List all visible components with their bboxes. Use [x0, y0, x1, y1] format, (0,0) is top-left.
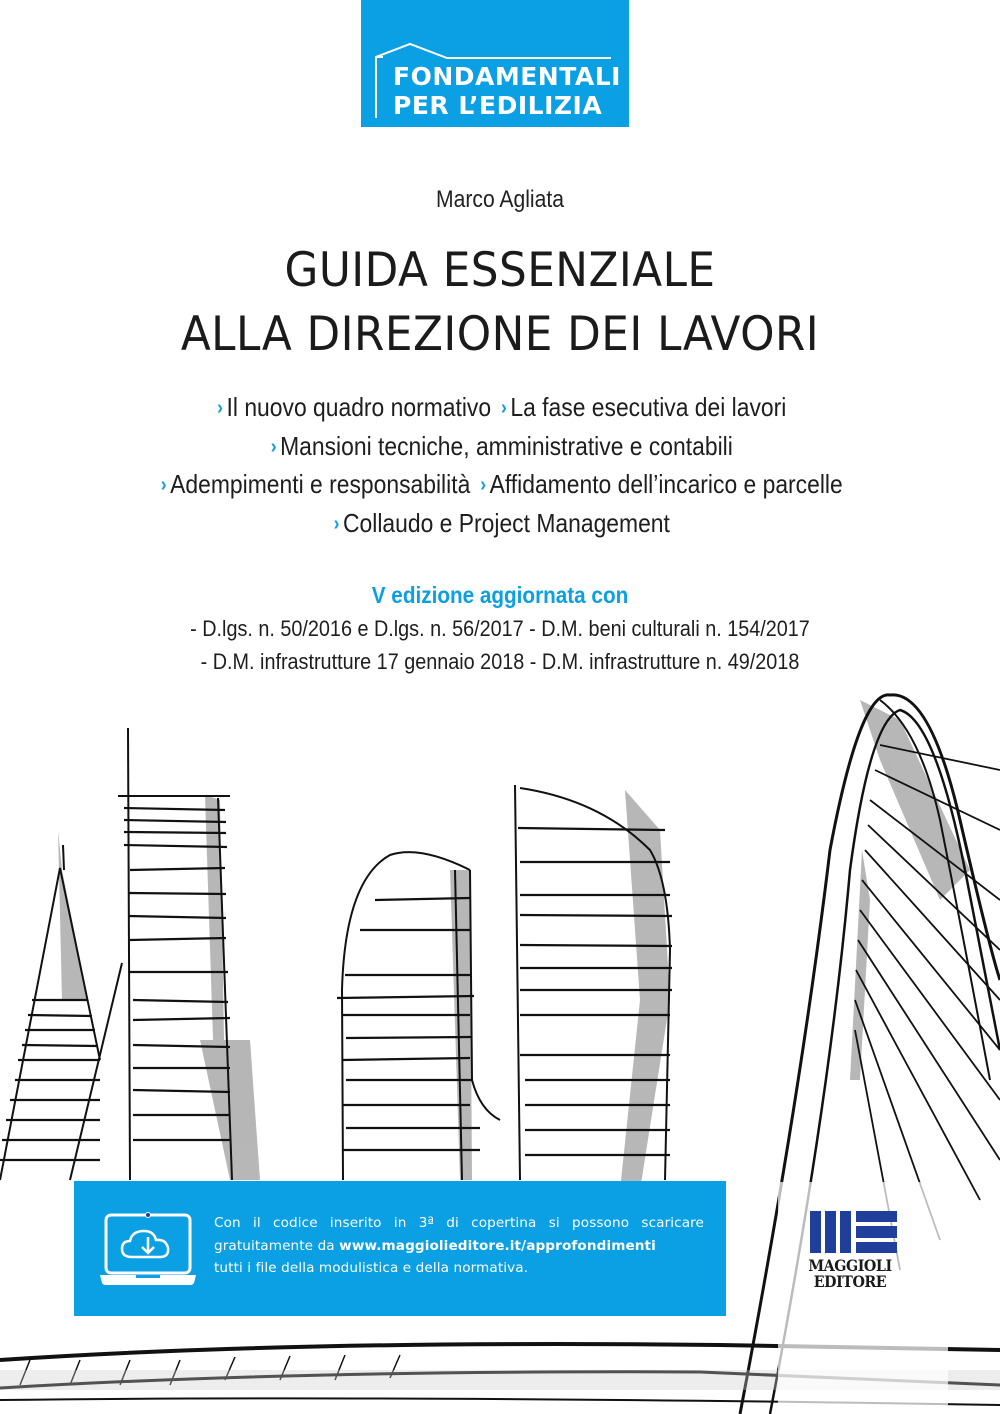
- download-url-link[interactable]: www.maggiolieditore.it/approfondimenti: [339, 1237, 656, 1254]
- book-title-line2: ALLA DIREZIONE DEI LAVORI: [180, 307, 820, 362]
- chevron-right-icon: ›: [500, 397, 507, 419]
- topic-line: [60, 388, 940, 427]
- series-title-line2: PER L’EDILIZIA: [393, 91, 603, 120]
- topics-list: [0, 388, 1000, 542]
- topic-line: [60, 465, 940, 504]
- download-info-text: [214, 1212, 704, 1280]
- publisher-name-line2: EDITORE: [813, 1272, 887, 1291]
- laptop-cloud-download-icon: [98, 1211, 198, 1286]
- download-info-line1: Con il codice inserito in 3ª di copertina si possono scaricare: [214, 1215, 704, 1231]
- topic-item: La fase esecutiva dei lavori: [510, 392, 787, 422]
- topic-item: Affidamento dell’incarico e parcelle: [489, 469, 843, 499]
- edition-heading: V edizione aggiornata con: [371, 582, 629, 608]
- chevron-right-icon: ›: [270, 435, 277, 458]
- topic-line: [60, 504, 940, 543]
- topic-item: Adempimenti e responsabilità: [170, 469, 471, 499]
- law-line: - D.lgs. n. 50/2016 e D.lgs. n. 56/2017 - D.M. beni culturali n. 154/2017: [190, 616, 810, 641]
- chevron-right-icon: ›: [160, 474, 167, 496]
- download-info-line2: gratuitamente da: [214, 1237, 340, 1254]
- topic-item: Collaudo e Project Management: [343, 507, 670, 538]
- publisher-name: [807, 1258, 893, 1290]
- chevron-right-icon: ›: [217, 397, 224, 419]
- book-title-line1: GUIDA ESSENZIALE: [284, 243, 716, 298]
- maggioli-logo-icon: [810, 1211, 897, 1253]
- series-title-line1: FONDAMENTALI: [393, 62, 621, 91]
- chevron-right-icon: ›: [480, 474, 487, 496]
- topic-line: [60, 427, 940, 466]
- topic-item: Il nuovo quadro normativo: [226, 392, 492, 422]
- chevron-right-icon: ›: [333, 512, 340, 535]
- publisher-name-line1: MAGGIOLI: [808, 1256, 892, 1275]
- author-name: Marco Agliata: [436, 186, 564, 213]
- topic-item: Mansioni tecniche, amministrative e contabili: [280, 430, 733, 461]
- series-badge: [361, 0, 629, 127]
- law-line: - D.M. infrastrutture 17 gennaio 2018 - D.M. infrastrutture n. 49/2018: [200, 649, 800, 674]
- download-info-box: [74, 1181, 726, 1316]
- laws-list: [0, 612, 1000, 678]
- download-info-line3: tutti i file della modulistica e della normativa.: [214, 1260, 529, 1276]
